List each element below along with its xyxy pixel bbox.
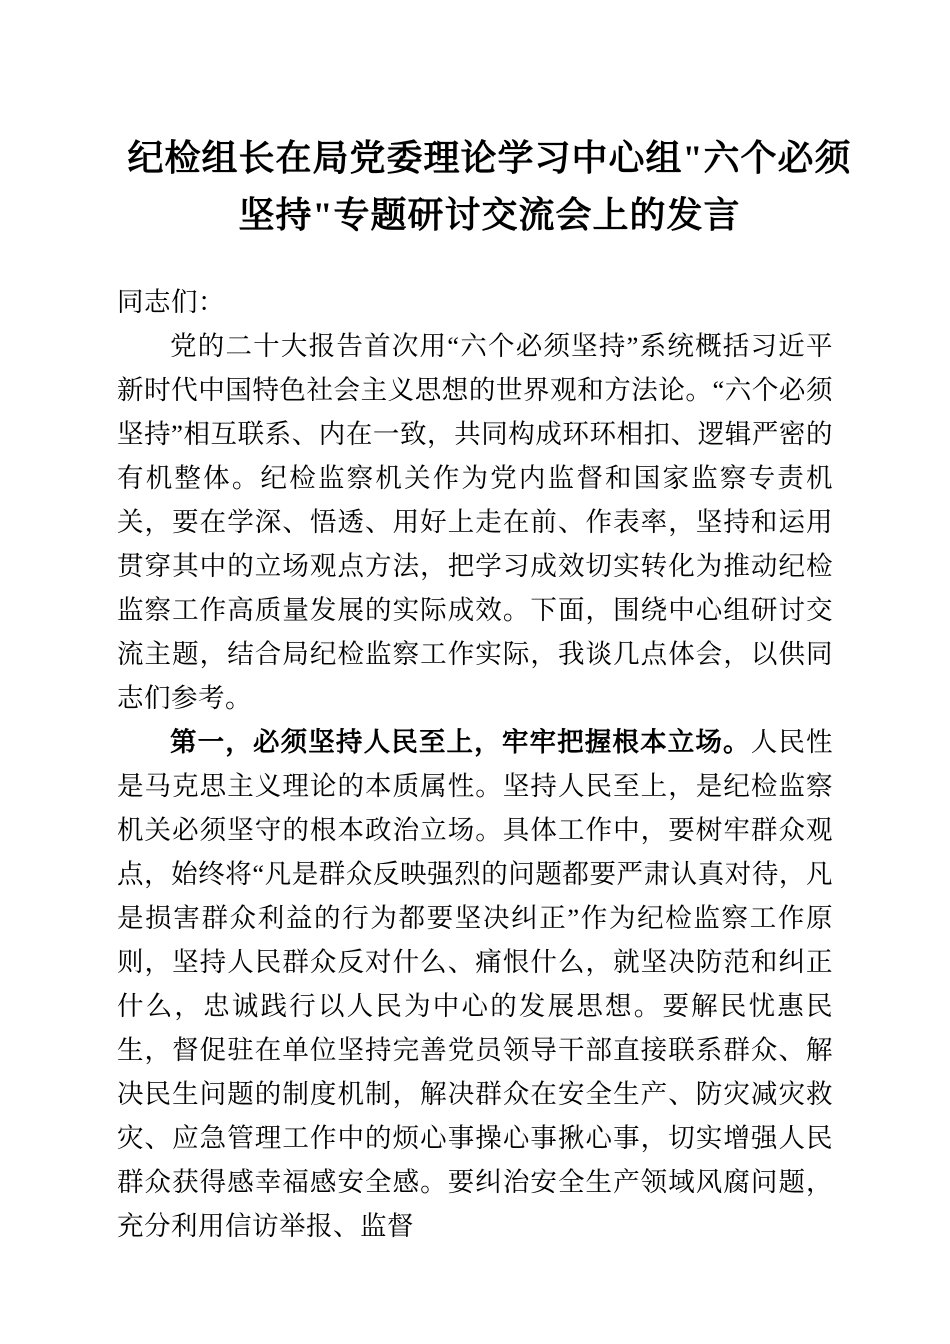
- paragraph: [117, 720, 833, 1248]
- paragraph-lead-bold: 第一，必须坚持人民至上，牢牢把握根本立场。: [170, 727, 751, 757]
- paragraph: [117, 324, 833, 720]
- salutation: 同志们：: [117, 287, 225, 317]
- document-title: 纪检组长在局党委理论学习中心组"六个必须坚持"专题研讨交流会上的发言: [127, 138, 852, 235]
- paragraph-text: 党的二十大报告首次用“六个必须坚持”系统概括习近平新时代中国特色社会主义思想的世界观和方法论。“六个必须坚持”相互联系、内在一致，共同构成环环相扣、逻辑严密的有机整体。纪检监察机关作为党内监督和国家监察专责机关，要在学深、悟透、用好上走在前、作表率，坚持和运用贯穿其中的立场观点方法，把学习成效切实转化为推动纪检监察工作高质量发展的实际成效。下面，围绕中心组研讨交流主题，结合局纪检监察工作实际，我谈几点体会，以供同志们参考。: [117, 331, 833, 713]
- document-body: [117, 280, 833, 1248]
- paragraph-text: 人民性是马克思主义理论的本质属性。坚持人民至上，是纪检监察机关必须坚守的根本政治立场。具体工作中，要树牢群众观点，始终将“凡是群众反映强烈的问题都要严肃认真对待，凡是损害群众利益的行为都要坚决纠正”作为纪检监察工作原则，坚持人民群众反对什么、痛恨什么，就坚决防范和纠正什么，忠诚践行以人民为中心的发展思想。要解民忧惠民生，督促驻在单位坚持完善党员领导干部直接联系群众、解决民生问题的制度机制，解决群众在安全生产、防灾减灾救灾、应急管理工作中的烦心事操心事揪心事，切实增强人民群众获得感幸福感安全感。要纠治安全生产领域风腐问题，充分利用信访举报、监督: [117, 727, 834, 1241]
